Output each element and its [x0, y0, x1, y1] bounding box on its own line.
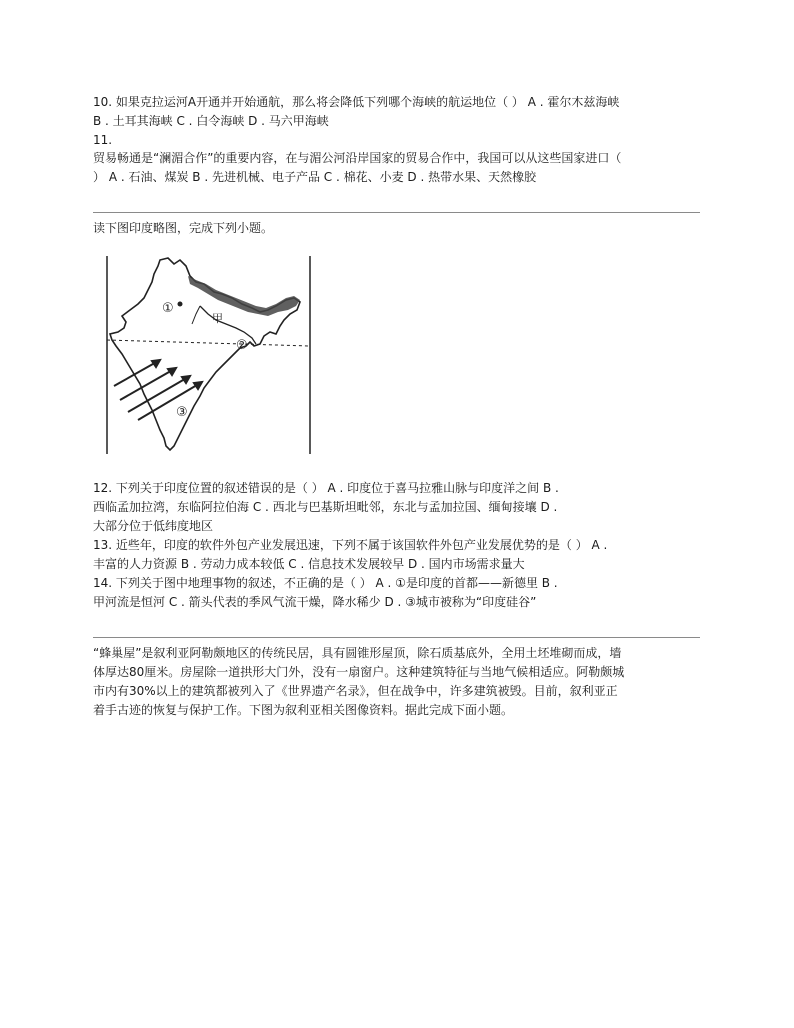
syria-line-3: 市内有30%以上的建筑都被列入了《世界遗产名录》，但在战争中，许多建筑被毁。目前，叙利亚正	[93, 684, 618, 698]
syria-line-4: 着手古迹的恢复与保护工作。下图为叙利亚相关图像资料。据此完成下面小题。	[93, 703, 514, 717]
q12-line-2: 西临孟加拉湾，东临阿拉伯海 C . 西北与巴基斯坦毗邻，东北与孟加拉国、缅甸接壤 D .	[93, 500, 558, 514]
india-intro: 读下图印度略图，完成下列小题。	[93, 221, 274, 235]
section-divider-2	[93, 637, 700, 638]
q13-line-2: 丰富的人力资源 B . 劳动力成本较低 C . 信息技术发展较早 D . 国内市场需求量大	[93, 557, 525, 571]
q11-line-2: ） A . 石油、煤炭 B . 先进机械、电子产品 C . 棉花、小麦 D . 热带水果、天然橡胶	[93, 170, 537, 184]
monsoon-arrows	[114, 360, 202, 420]
q11-number: 11.	[93, 133, 113, 147]
tropic-of-cancer-line	[107, 340, 310, 346]
section-divider-1	[93, 212, 700, 213]
map-label-jia: 甲	[212, 312, 223, 325]
q14-line-1: 14. 下列关于图中地理事物的叙述，不正确的是（ ） A . ①是印度的首都——新德里 B .	[93, 576, 558, 590]
q11-line-1: 贸易畅通是“澜湄合作”的重要内容，在与湄公河沿岸国家的贸易合作中，我国可以从这些国家进口（	[93, 151, 622, 165]
map-label-3: ③	[176, 405, 188, 420]
syria-line-2: 体厚达80厘米。房屋除一道拱形大门外，没有一扇窗户。这种建筑特征与当地气候相适应。阿勒颇城	[93, 665, 625, 679]
new-delhi-dot	[178, 302, 183, 307]
map-label-2: ②	[236, 338, 248, 353]
q10-line-2: B . 土耳其海峡 C . 白令海峡 D . 马六甲海峡	[93, 114, 329, 128]
q14-line-2: 甲河流是恒河 C . 箭头代表的季风气流干燥，降水稀少 D . ③城市被称为“印度硅谷”	[93, 595, 537, 609]
syria-line-1: “蜂巢屋”是叙利亚阿勒颇地区的传统民居，具有圆锥形屋顶，除石质基底外，全用土坯堆砌而成，墙	[93, 646, 622, 660]
q12-line-3: 大部分位于低纬度地区	[93, 519, 214, 533]
q12-line-1: 12. 下列关于印度位置的叙述错误的是（ ） A . 印度位于喜马拉雅山脉与印度洋之间 B .	[93, 481, 559, 495]
ganges-tributary	[192, 306, 200, 324]
q10-line-1: 10. 如果克拉运河A开通并开始通航，那么将会降低下列哪个海峡的航运地位（ ） A . 霍尔木兹海峡	[93, 95, 620, 109]
india-sketch-map	[104, 254, 314, 456]
map-label-1: ①	[162, 301, 174, 316]
q13-line-1: 13. 近些年，印度的软件外包产业发展迅速，下列不属于该国软件外包产业发展优势的是（ ） A .	[93, 538, 608, 552]
